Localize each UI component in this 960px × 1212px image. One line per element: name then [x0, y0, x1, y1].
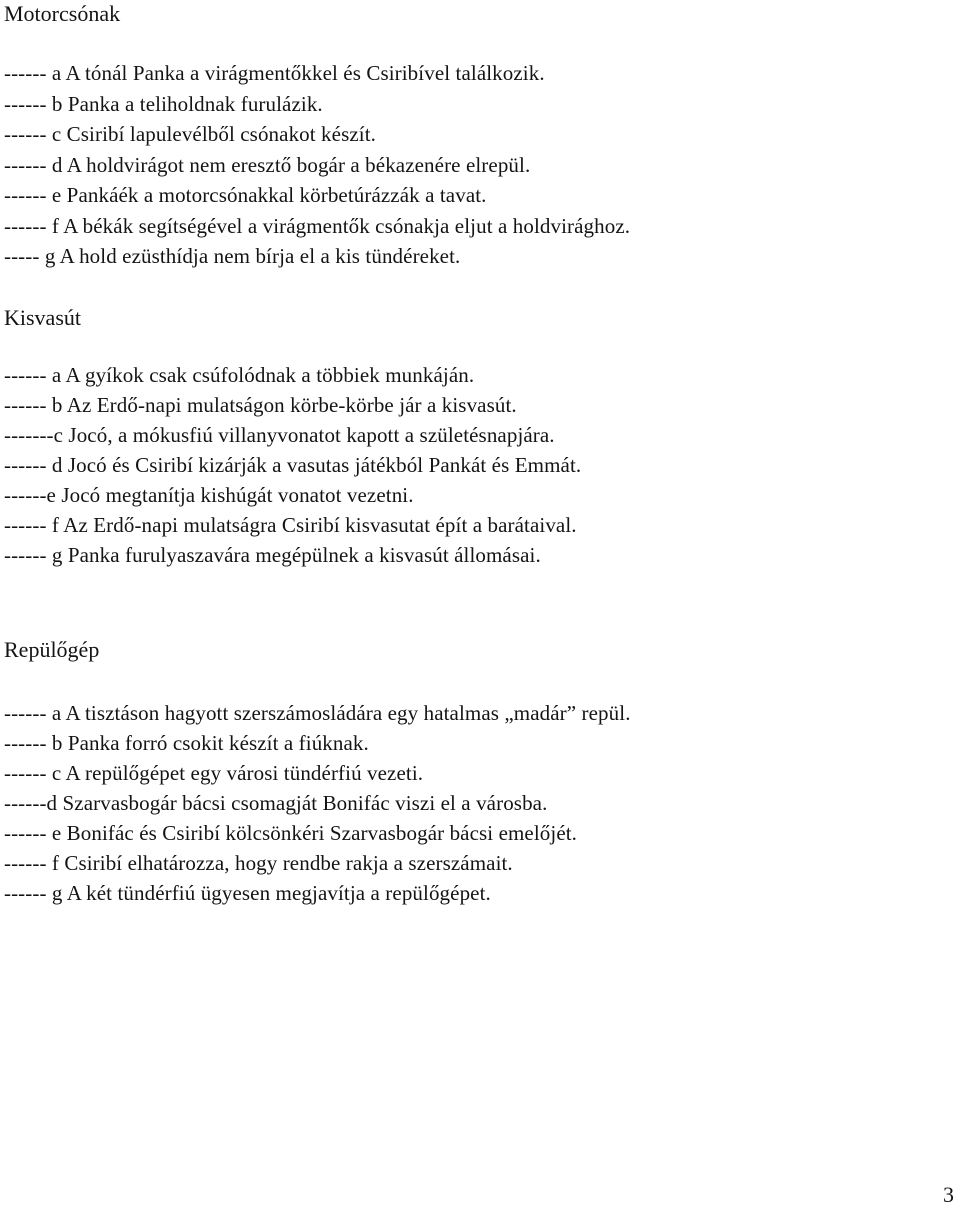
list-item: ------e Jocó megtanítja kishúgát vonatot vezetni. [4, 483, 414, 507]
list-item: ------ e Bonifác és Csiribí kölcsönkéri Szarvasbogár bácsi emelőjét. [4, 821, 578, 845]
item-list-repulogep [4, 698, 631, 908]
item-list-motorcsonak [4, 58, 630, 272]
list-item: ------ g A két tündérfiú ügyesen megjavítja a repülőgépet. [4, 881, 491, 905]
list-item: -------c Jocó, a mókusfiú villanyvonatot kapott a születésnapjára. [4, 423, 555, 447]
list-item: ------d Szarvasbogár bácsi csomagját Bonifác viszi el a városba. [4, 791, 548, 815]
list-item: ------ b Panka forró csokit készít a fiúknak. [4, 731, 369, 755]
list-item: ------ e Pankáék a motorcsónakkal körbetúrázzák a tavat. [4, 183, 487, 207]
list-item: ----- g A hold ezüsthídja nem bírja el a kis tündéreket. [4, 244, 461, 268]
list-item: ------ b Az Erdő-napi mulatságon körbe-körbe jár a kisvasút. [4, 393, 517, 417]
page-number: 3 [943, 1182, 954, 1207]
list-item: ------ a A gyíkok csak csúfolódnak a többiek munkáján. [4, 363, 475, 387]
list-item: ------ f Csiribí elhatározza, hogy rendbe rakja a szerszámait. [4, 851, 513, 875]
list-item: ------ f Az Erdő-napi mulatságra Csiribí kisvasutat épít a barátaival. [4, 513, 577, 537]
section-title-repulogep: Repülőgép [4, 637, 100, 662]
list-item: ------ a A tónál Panka a virágmentőkkel és Csiribível találkozik. [4, 61, 545, 85]
list-item: ------ f A békák segítségével a virágmentők csónakja eljut a holdvirághoz. [4, 213, 631, 238]
list-item: ------ d Jocó és Csiribí kizárják a vasutas játékból Pankát és Emmát. [4, 453, 582, 477]
list-item: ------ b Panka a teliholdnak furulázik. [4, 91, 323, 116]
section-title-motorcsonak: Motorcsónak [4, 1, 121, 26]
list-item: ------ c A repülőgépet egy városi tündérfiú vezeti. [4, 761, 424, 785]
list-item: ------ a A tisztáson hagyott szerszámosládára egy hatalmas „madár” repül. [4, 701, 631, 725]
list-item: ------ c Csiribí lapulevélből csónakot készít. [4, 122, 376, 146]
section-title-kisvasut: Kisvasút [4, 305, 81, 330]
item-list-kisvasut [4, 360, 581, 570]
list-item: ------ g Panka furulyaszavára megépülnek a kisvasút állomásai. [4, 543, 541, 567]
list-item: ------ d A holdvirágot nem eresztő bogár a békazenére elrepül. [4, 152, 531, 177]
